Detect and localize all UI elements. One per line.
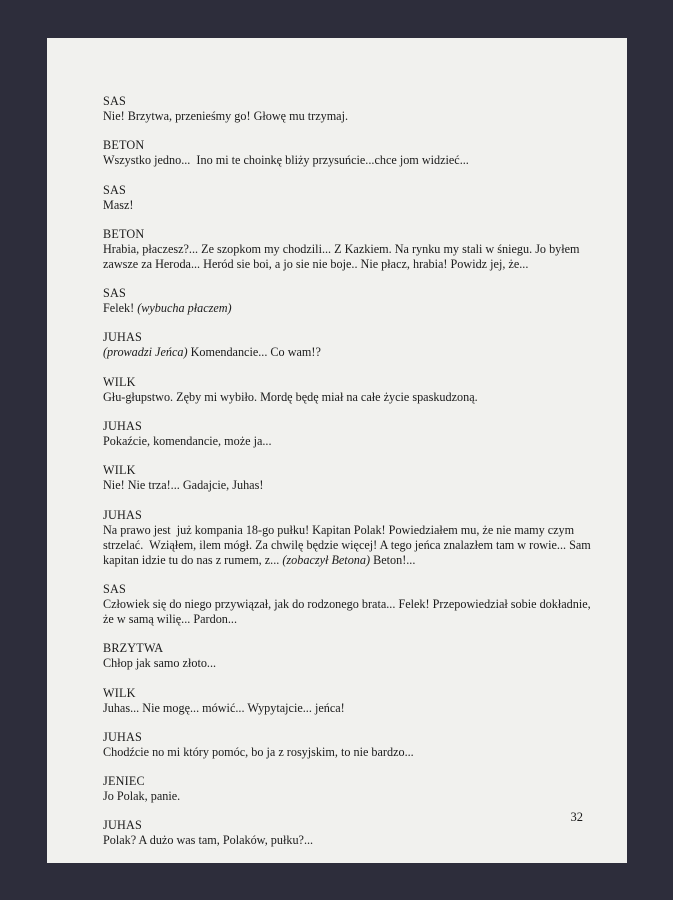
dialogue-line xyxy=(103,345,593,360)
speaker-name: BETON xyxy=(103,226,145,241)
dialogue-line xyxy=(103,434,593,449)
line-text: Polak? A dużo was tam, Polaków, pułku?... xyxy=(103,833,314,848)
dialogue-line xyxy=(103,523,593,568)
dialogue-line xyxy=(103,656,593,671)
line-text: Chodźcie no mi który pomóc, bo ja z rosyjskim, to nie bardzo... xyxy=(103,744,414,759)
dialogue-block xyxy=(103,227,593,272)
dialogue-line xyxy=(103,789,593,804)
dialogue-line xyxy=(103,301,593,316)
dialogue-line xyxy=(103,198,593,213)
dialogue-line xyxy=(103,833,593,848)
dialogue-line xyxy=(103,745,593,760)
line-text: Felek! xyxy=(103,301,138,316)
dialogue-line xyxy=(103,478,593,493)
dialogue-block xyxy=(103,818,593,848)
script-content xyxy=(103,94,593,863)
speaker-name: JENIEC xyxy=(103,774,145,789)
line-text: Wszystko jedno... Ino mi te choinkę bliży przysuńcie...chce jom widzieć... xyxy=(103,153,469,168)
speaker-name: JUHAS xyxy=(103,818,142,833)
speaker-name: JUHAS xyxy=(103,419,142,434)
speaker-name: SAS xyxy=(103,94,126,108)
line-text: Chłop jak samo złoto... xyxy=(103,656,217,671)
speaker-name: SAS xyxy=(103,286,126,301)
stage-direction: (zobaczył Betona) xyxy=(282,552,371,567)
dialogue-block xyxy=(103,183,593,213)
stage-direction: (wybucha płaczem) xyxy=(137,301,232,316)
speaker-name: SAS xyxy=(103,581,126,596)
dialogue-block xyxy=(103,730,593,760)
dialogue-line xyxy=(103,153,593,168)
line-text: Nie! Nie trza!... Gadajcie, Juhas! xyxy=(103,478,264,493)
dialogue-line xyxy=(103,390,593,405)
speaker-name: WILK xyxy=(103,463,136,478)
dialogue-block xyxy=(103,138,593,168)
speaker-name: SAS xyxy=(103,182,126,197)
page-number: 32 xyxy=(570,810,583,824)
line-text: Na prawo jest już kompania 18-go pułku! Kapitan Polak! Powiedziałem mu, że nie mamy czym strzelać. Wziąłem, ilem mógł. Za chwilę będzie więcej! A tego jeńca znalazłem tam w rowie... Sam kapitan idzie tu do nas z rumem, z... xyxy=(103,522,594,567)
dialogue-line xyxy=(103,109,593,124)
dialogue-block xyxy=(103,375,593,405)
dialogue-block xyxy=(103,419,593,449)
line-text: Jo Polak, panie. xyxy=(103,789,181,804)
stage-direction: (prowadzi Jeńca) xyxy=(103,345,188,360)
dialogue-line xyxy=(103,701,593,716)
dialogue-block xyxy=(103,582,593,627)
line-text: Pokaźcie, komendancie, może ja... xyxy=(103,434,272,449)
line-text: Juhas... Nie mogę... mówić... Wypytajcie... jeńca! xyxy=(103,700,345,715)
dialogue-block xyxy=(103,94,593,124)
dialogue-block xyxy=(103,774,593,804)
line-text: Nie! Brzytwa, przenieśmy go! Głowę mu trzymaj. xyxy=(103,109,349,123)
line-text: Beton!... xyxy=(370,552,416,567)
line-text: Hrabia, płaczesz?... Ze szopkom my chodzili... Z Kazkiem. Na rynku my stali w śniegu. Jo byłem zawsze za Heroda... Heród sie boi, a jo sie nie boje.. Nie płacz, hrabia! Powidz jej, że... xyxy=(103,241,583,271)
dialogue-line xyxy=(103,242,593,272)
line-text: Komendancie... Co wam!? xyxy=(187,345,321,360)
dialogue-block xyxy=(103,686,593,716)
line-text: Masz! xyxy=(103,197,134,212)
dialogue-block xyxy=(103,330,593,360)
document-page xyxy=(47,38,627,863)
dialogue-line xyxy=(103,597,593,627)
dialogue-block xyxy=(103,286,593,316)
speaker-name: WILK xyxy=(103,685,136,700)
speaker-name: JUHAS xyxy=(103,330,142,345)
dialogue-block xyxy=(103,508,593,568)
speaker-name: BRZYTWA xyxy=(103,641,164,656)
speaker-name: BETON xyxy=(103,138,145,153)
speaker-name: JUHAS xyxy=(103,729,142,744)
line-text: Człowiek się do niego przywiązał, jak do rodzonego brata... Felek! Przepowiedział sobie dokładnie, że w samą wilię... Pardon... xyxy=(103,596,594,626)
dialogue-block xyxy=(103,641,593,671)
speaker-name: WILK xyxy=(103,374,136,389)
line-text: Głu-głupstwo. Zęby mi wybiło. Mordę będę miał na całe życie spaskudzoną. xyxy=(103,389,478,404)
dialogue-block xyxy=(103,463,593,493)
speaker-name: JUHAS xyxy=(103,507,142,522)
